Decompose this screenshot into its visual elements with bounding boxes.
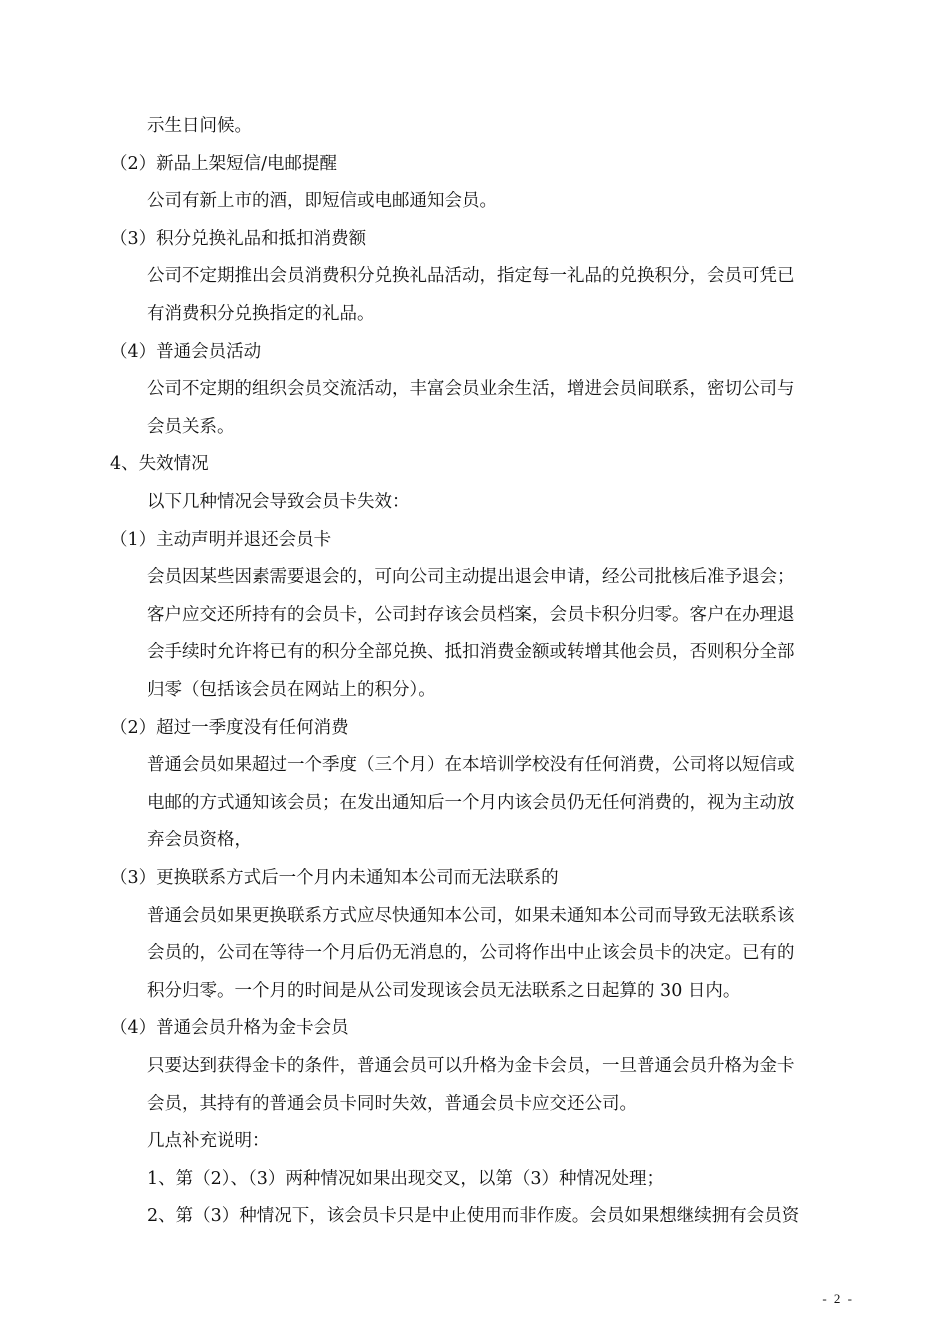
- subheading-line: （1）主动声明并退还会员卡: [110, 529, 332, 550]
- paragraph-line: 会员因某些因素需要退会的，可向公司主动提出退会申请，经公司批核后准予退会；: [147, 567, 795, 588]
- paragraph-line: 会员的，公司在等待一个月后仍无消息的，公司将作出中止该会员卡的决定。已有的: [147, 943, 795, 964]
- subheading-line: （3）更换联系方式后一个月内未通知本公司而无法联系的: [110, 868, 559, 888]
- paragraph-line: 只要达到获得金卡的条件，普通会员可以升格为金卡会员，一旦普通会员升格为金卡: [147, 1056, 795, 1076]
- paragraph-line: 普通会员如果超过一个季度（三个月）在本培训学校没有任何消费，公司将以短信或: [147, 755, 795, 776]
- paragraph-line: 有消费积分兑换指定的礼品。: [147, 304, 375, 324]
- paragraph-line: 积分归零。一个月的时间是从公司发现该会员无法联系之日起算的 30 日内。: [147, 980, 741, 1001]
- paragraph-line: 电邮的方式通知该会员；在发出通知后一个月内该会员仍无任何消费的，视为主动放: [147, 792, 795, 813]
- paragraph-line: 普通会员如果更换联系方式应尽快通知本公司，如果未通知本公司而导致无法联系该: [147, 905, 795, 926]
- paragraph-line: 几点补充说明：: [147, 1131, 270, 1152]
- paragraph-line: 公司有新上市的酒，即短信或电邮通知会员。: [147, 191, 497, 212]
- section-heading-line: 4、失效情况: [110, 454, 209, 475]
- paragraph-line: 2、第（3）种情况下，该会员卡只是中止使用而非作废。会员如果想继续拥有会员资: [147, 1206, 800, 1227]
- subheading-line: （4）普通会员活动: [110, 341, 262, 362]
- subheading-line: （3）积分兑换礼品和抵扣消费额: [110, 228, 367, 249]
- paragraph-line: 公司不定期推出会员消费积分兑换礼品活动，指定每一礼品的兑换积分，会员可凭已: [147, 266, 795, 287]
- subheading-line: （2）新品上架短信/电邮提醒: [110, 153, 338, 174]
- paragraph-line: 公司不定期的组织会员交流活动，丰富会员业余生活，增进会员间联系，密切公司与: [147, 379, 795, 400]
- paragraph-line: 1、第（2）、（3）两种情况如果出现交叉，以第（3）种情况处理；: [147, 1168, 665, 1189]
- paragraph-line: 以下几种情况会导致会员卡失效：: [147, 492, 410, 512]
- paragraph-line: 弃会员资格，: [147, 830, 252, 851]
- subheading-line: （4）普通会员升格为金卡会员: [110, 1018, 349, 1039]
- page-number: - 2 -: [822, 1291, 854, 1306]
- paragraph-line: 客户应交还所持有的会员卡，公司封存该会员档案，会员卡积分归零。客户在办理退: [147, 604, 795, 625]
- paragraph-line: 会员关系。: [147, 416, 235, 437]
- paragraph-line: 示生日问候。: [147, 116, 252, 136]
- paragraph-line: 会员，其持有的普通会员卡同时失效，普通会员卡应交还公司。: [147, 1093, 637, 1114]
- paragraph-line: 归零（包括该会员在网站上的积分）。: [147, 680, 436, 700]
- subheading-line: （2）超过一季度没有任何消费: [110, 717, 349, 738]
- paragraph-line: 会手续时允许将已有的积分全部兑换、抵扣消费金额或转增其他会员，否则积分全部: [147, 642, 795, 663]
